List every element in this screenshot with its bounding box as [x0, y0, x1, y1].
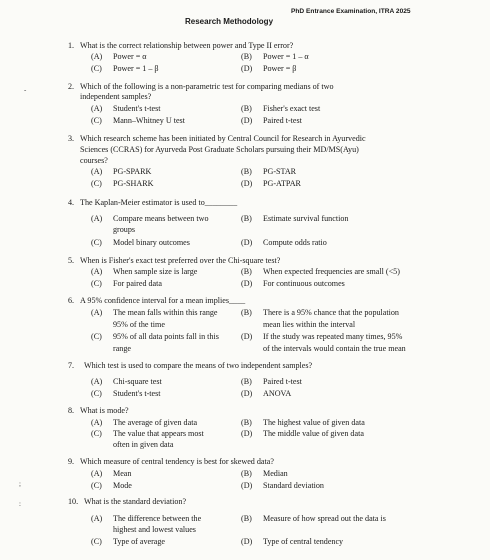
question-text-line: Which research scheme has been initiated by Central Council for Research in Ayurvedic — [80, 134, 366, 143]
question-number: 7. — [68, 361, 75, 370]
question-text: What is the correct relationship between power and Type II error? — [80, 41, 294, 50]
subject-title: Research Methodology — [185, 17, 274, 26]
question-number: 2. — [68, 82, 75, 91]
question-text: A 95% confidence interval for a mean implies____ — [80, 296, 246, 305]
question-text: Which test is used to compare the means of two independent samples? — [84, 361, 313, 370]
question-text: What is the standard deviation? — [84, 497, 187, 506]
question-text-line: Sciences (CCRAS) for Ayurveda Post Graduate Scholars pursuing their MD/MS(Ayu) — [80, 145, 359, 154]
margin-mark: : — [19, 500, 21, 508]
question-number: 3. — [68, 134, 75, 143]
question-number: 5. — [68, 256, 75, 265]
question-text: Which measure of central tendency is best for skewed data? — [80, 457, 274, 466]
question-number: 10. — [68, 497, 79, 506]
question-number: 1. — [68, 41, 75, 50]
question-text: What is mode? — [80, 406, 129, 415]
question-number: 6. — [68, 296, 75, 305]
question-number: 9. — [68, 457, 75, 466]
margin-mark: ; — [19, 480, 21, 488]
margin-mark: - — [24, 86, 27, 94]
question-number: 4. — [68, 198, 75, 207]
question-text: When is Fisher's exact test preferred over the Chi-square test? — [80, 256, 281, 265]
question-number: 8. — [68, 406, 75, 415]
question-text: The Kaplan-Meier estimator is used to________ — [80, 198, 238, 207]
question-text-line: Which of the following is a non-parametric test for comparing medians of two — [80, 82, 334, 91]
exam-title: PhD Entrance Examination, ITRA 2025 — [291, 8, 411, 15]
question-text-line: independent samples? — [80, 92, 152, 101]
question-text-line: courses? — [80, 156, 108, 165]
